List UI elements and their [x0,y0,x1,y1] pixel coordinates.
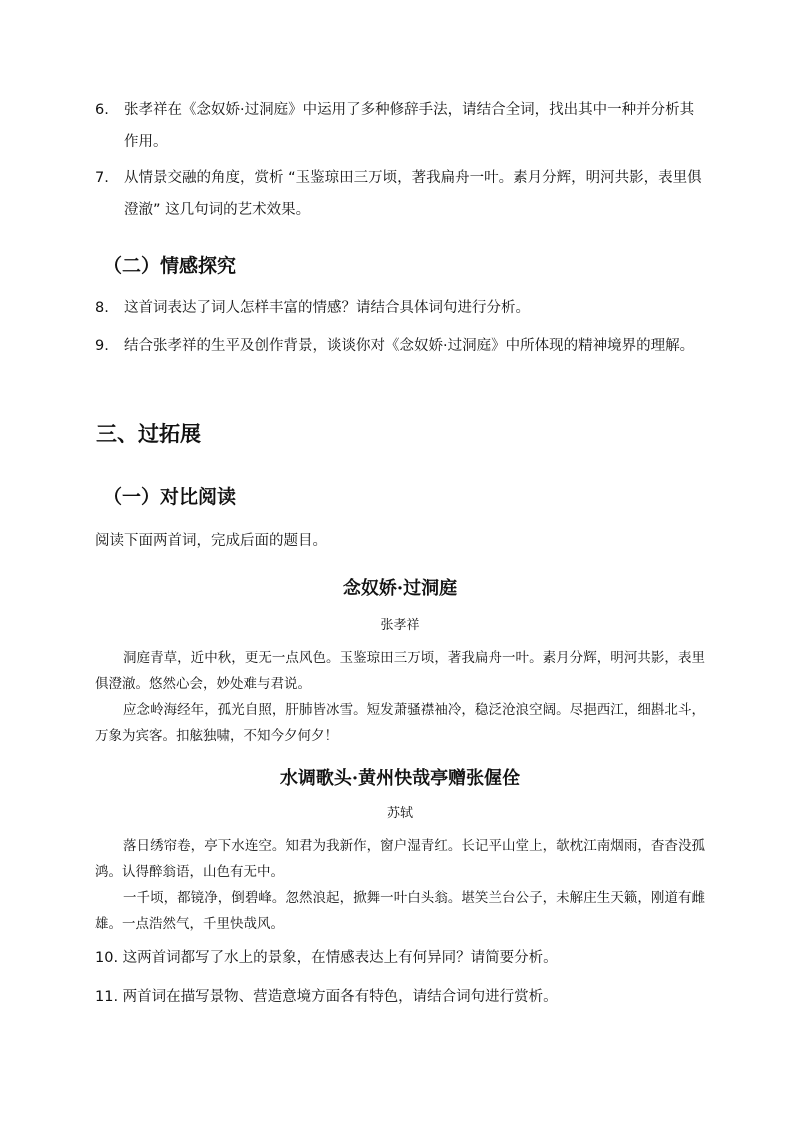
question-text: 张孝祥在《念奴娇·过洞庭》中运用了多种修辞手法，请结合全词，找出其中一种并分析其作用。 [124,102,695,150]
poem1-title: 念奴娇·过洞庭 [342,578,458,599]
question-text: 结合张孝祥的生平及创作背景，谈谈你对《念奴娇·过洞庭》中所体现的精神境界的理解。 [124,338,695,354]
poem2-stanza-1: 落日绣帘卷，亭下水连空。知君为我新作，窗户湿青红。长记平山堂上，欹枕江南烟雨，杳杳没孤鸿。认得醉翁语，山色有无中。 [95,838,705,880]
poem1-author: 张孝祥 [380,618,420,633]
question-7 [95,162,705,226]
section-heading-comparative-reading: （一）对比阅读 [103,486,237,508]
question-number: 9. [95,338,109,354]
question-number: 7. [95,170,109,186]
poem1-stanza-1: 洞庭青草，近中秋，更无一点风色。玉鉴琼田三万顷，著我扁舟一叶。素月分辉，明河共影，表里俱澄澈。悠然心会，妙处难与君说。 [95,650,705,692]
question-number: 6. [95,102,109,118]
poem2-stanza-2: 一千顷，都镜净，倒碧峰。忽然浪起，掀舞一叶白头翁。堪笑兰台公子，未解庄生天籁，刚道有雌雄。一点浩然气，千里快哉风。 [95,890,705,932]
question-number: 8. [95,300,109,316]
reading-instruction: 阅读下面两首词，完成后面的题目。 [95,533,327,549]
poem1-stanza-2: 应念岭海经年，孤光自照，肝肺皆冰雪。短发萧骚襟袖冷，稳泛沧浪空阔。尽挹西江，细斟北斗，万象为宾客。扣舷独啸，不知今夕何夕！ [95,702,705,744]
poem2-author: 苏轼 [386,806,413,821]
question-10: 10. 这两首词都写了水上的景象，在情感表达上有何异同？请简要分析。 [95,950,558,966]
question-9 [95,330,705,362]
section-heading-emotion: （二）情感探究 [103,255,237,277]
question-6 [95,94,705,158]
question-text: 这首词表达了词人怎样丰富的情感？请结合具体词句进行分析。 [124,300,530,316]
part-heading-extension: 三、过拓展 [96,422,201,446]
poem2-title: 水调歌头·黄州快哉亭赠张偓佺 [279,768,521,789]
question-11: 11. 两首词在描写景物、营造意境方面各有特色，请结合词句进行赏析。 [95,989,558,1005]
question-8 [95,292,705,324]
question-text: 从情景交融的角度，赏析 “玉鉴琼田三万顷，著我扁舟一叶。素月分辉，明河共影，表里俱澄澈” 这几句词的艺术效果。 [124,170,702,218]
